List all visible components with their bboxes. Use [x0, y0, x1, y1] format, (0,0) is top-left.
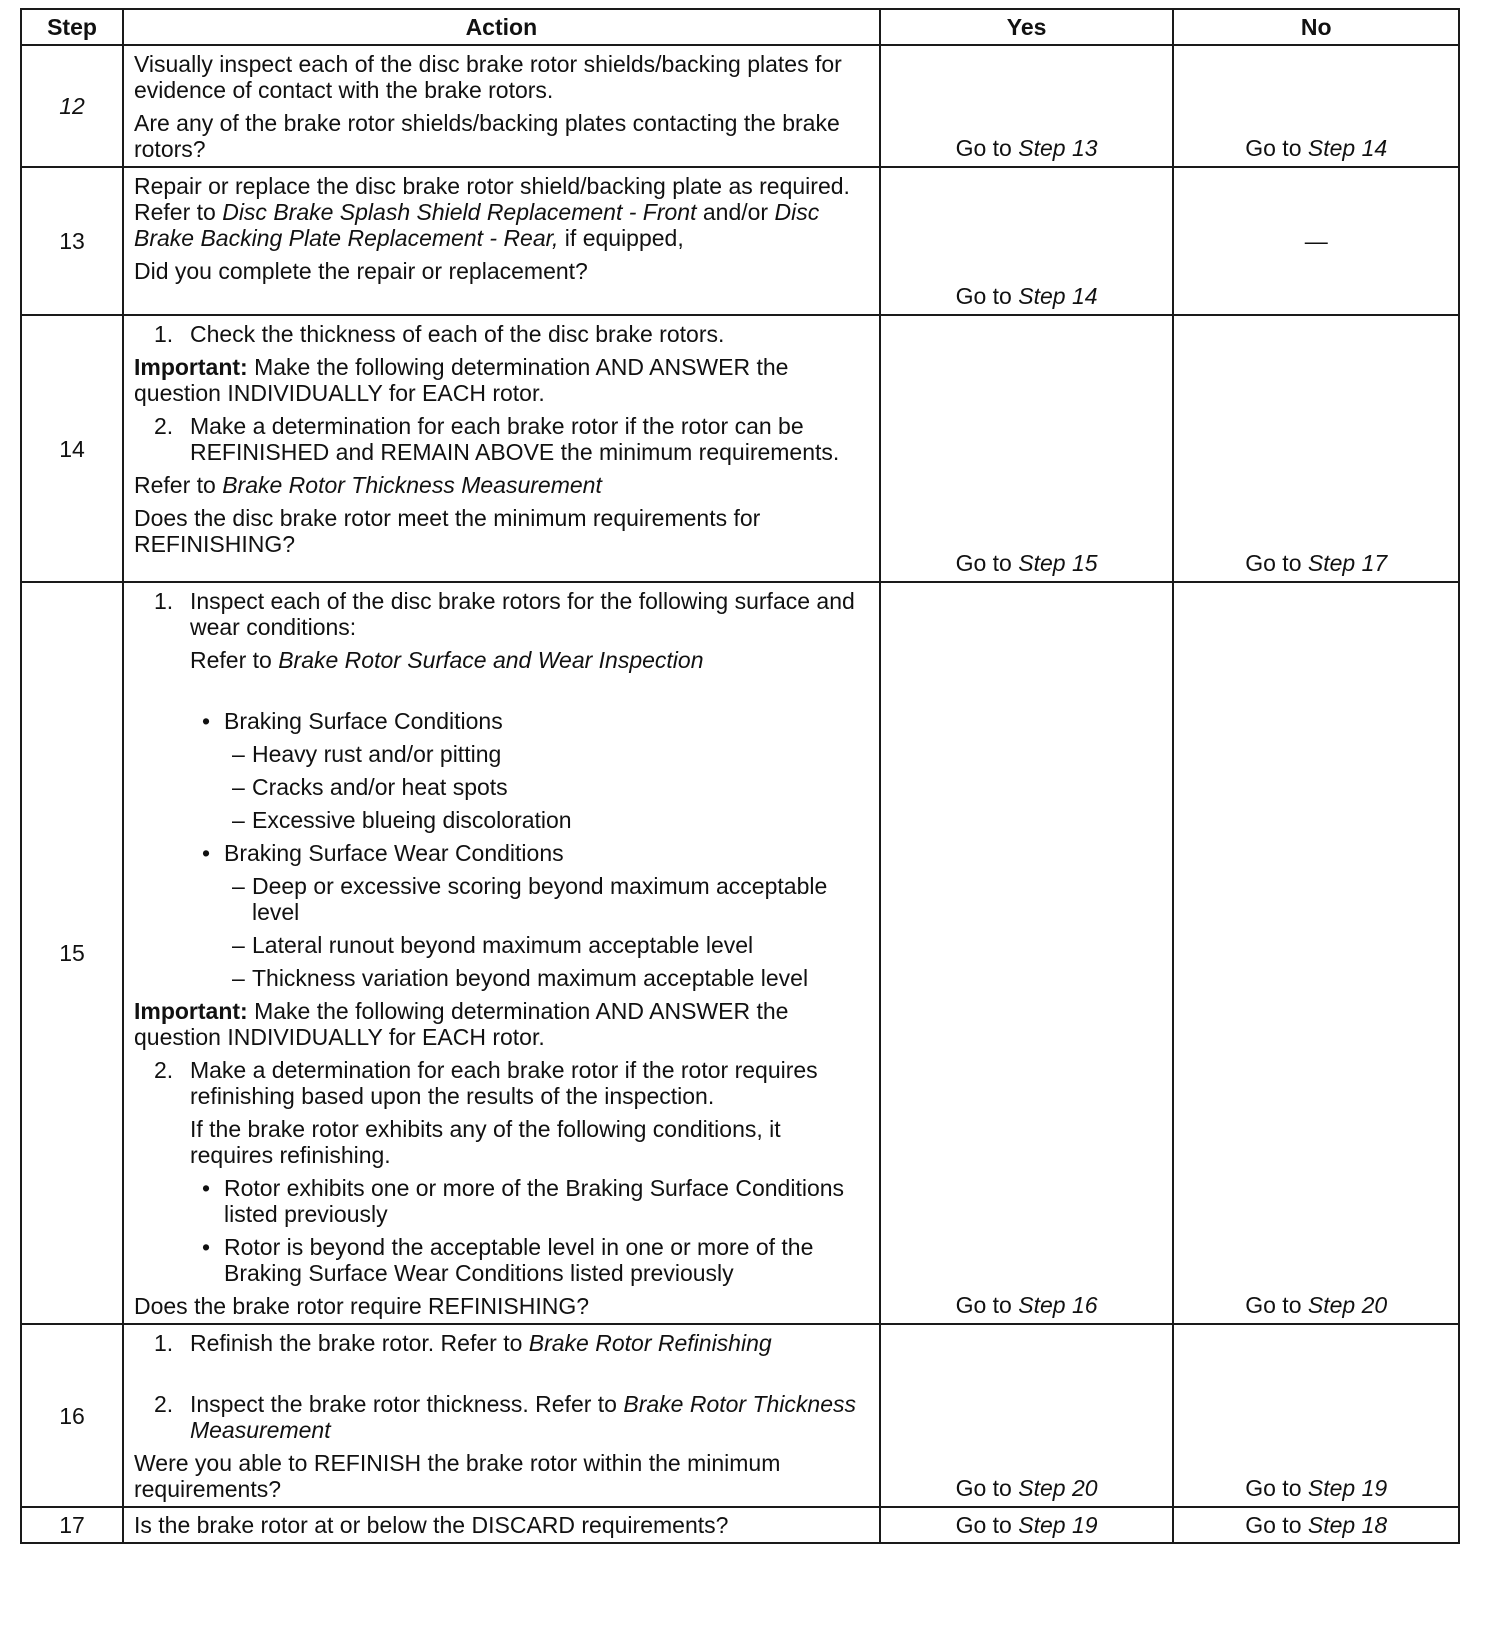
- header-no: No: [1173, 9, 1459, 45]
- goto-label: Go to: [1245, 135, 1308, 161]
- goto-label: Go to: [955, 550, 1019, 576]
- sub-item: [134, 807, 869, 833]
- action-cell: [123, 1507, 880, 1543]
- sub-item: [134, 932, 869, 958]
- action-cell: [123, 315, 880, 582]
- numbered-item: [134, 413, 869, 465]
- goto-label: Go to: [1245, 1292, 1308, 1318]
- action-text: Visually inspect each of the disc brake rotor shields/backing plates for evidence of contact with the brake rotors.: [133, 51, 842, 103]
- goto-label: Go to: [1245, 1475, 1308, 1501]
- yes-step-link[interactable]: Step 16: [1018, 1292, 1098, 1318]
- action-question: Does the disc brake rotor meet the minimum requirements for REFINISHING?: [133, 505, 761, 557]
- spacer: [134, 1363, 869, 1391]
- bullet-glyph: •: [201, 1175, 211, 1201]
- important-text: Make the following determination AND ANSWER the question INDIVIDUALLY for EACH rotor.: [133, 354, 789, 406]
- no-step-link[interactable]: Step 17: [1307, 550, 1388, 576]
- bullet-glyph: •: [201, 840, 211, 866]
- action-text: [134, 173, 869, 251]
- yes-cell: [880, 167, 1174, 315]
- no-cell: [1173, 1324, 1459, 1507]
- dash-glyph: –: [231, 774, 245, 800]
- goto-label: Go to: [1245, 1512, 1308, 1538]
- yes-cell: [880, 315, 1174, 582]
- item-number: 2.: [153, 413, 174, 439]
- action-text-part: if equipped,: [558, 225, 684, 251]
- sub-item: [134, 965, 869, 991]
- no-step-link[interactable]: Step 18: [1307, 1512, 1388, 1538]
- ref-prefix: Refer to: [189, 647, 279, 673]
- dash-glyph: –: [231, 932, 245, 958]
- goto-label: Go to: [955, 1512, 1019, 1538]
- bullet-glyph: •: [201, 1234, 211, 1260]
- yes-step-link[interactable]: Step 13: [1018, 135, 1098, 161]
- reference-line: [134, 472, 869, 498]
- bullet-item: [134, 1234, 869, 1286]
- action-question: Are any of the brake rotor shields/backing plates contacting the brake rotors?: [133, 110, 840, 162]
- yes-cell: [880, 1324, 1174, 1507]
- action-cell: [123, 45, 880, 167]
- important-label: Important:: [133, 998, 248, 1024]
- action-question: Is the brake rotor at or below the DISCARD requirements?: [133, 1512, 729, 1538]
- goto-label: Go to: [1245, 550, 1308, 576]
- action-text-part: Repair or replace the disc brake rotor shield/backing plate as required. Refer to: [133, 173, 850, 225]
- action-question: Did you complete the repair or replacement?: [133, 258, 588, 284]
- no-cell-empty: —: [1173, 167, 1459, 315]
- table-row: [21, 582, 1459, 1324]
- bullet-text: Rotor is beyond the acceptable level in one or more of the Braking Surface Wear Conditions listed previously: [223, 1234, 814, 1286]
- yes-cell: [880, 582, 1174, 1324]
- no-step-link[interactable]: Step 19: [1307, 1475, 1388, 1501]
- header-step: Step: [21, 9, 123, 45]
- step-number: 17: [21, 1507, 123, 1543]
- action-question: Were you able to REFINISH the brake rotor within the minimum requirements?: [133, 1450, 781, 1502]
- numbered-item: [134, 588, 869, 640]
- table-row: [21, 315, 1459, 582]
- sub-item: [134, 873, 869, 925]
- numbered-item: [134, 1330, 869, 1356]
- important-note: [134, 354, 869, 406]
- sub-text: Deep or excessive scoring beyond maximum acceptable level: [251, 873, 828, 925]
- ref-prefix: Refer to: [133, 472, 223, 498]
- goto-label: Go to: [955, 283, 1019, 309]
- header-action: Action: [123, 9, 880, 45]
- item-text-continued: If the brake rotor exhibits any of the following conditions, it requires refinishing.: [189, 1116, 781, 1168]
- bullet-item: [134, 1175, 869, 1227]
- ref-link[interactable]: Brake Rotor Refinishing: [528, 1330, 772, 1356]
- ref-link[interactable]: Brake Rotor Thickness Measurement: [222, 472, 602, 498]
- sub-text: Lateral runout beyond maximum acceptable level: [251, 932, 754, 958]
- diagnostic-table: [20, 8, 1460, 1544]
- reference-line: [134, 647, 869, 673]
- yes-step-link[interactable]: Step 14: [1018, 283, 1098, 309]
- bullet-text: Rotor exhibits one or more of the Braking Surface Conditions listed previously: [223, 1175, 845, 1227]
- item-number: 2.: [153, 1391, 174, 1417]
- bullet-item: [134, 708, 869, 734]
- sub-text: Cracks and/or heat spots: [251, 774, 508, 800]
- bullet-item: [134, 840, 869, 866]
- numbered-item: [134, 1391, 869, 1443]
- sub-text: Heavy rust and/or pitting: [251, 741, 502, 767]
- ref-link[interactable]: Disc Brake Splash Shield Replacement - Front: [222, 199, 697, 225]
- no-cell: [1173, 315, 1459, 582]
- table-row: [21, 45, 1459, 167]
- goto-label: Go to: [955, 1475, 1019, 1501]
- header-row: [21, 9, 1459, 45]
- table-row: [21, 1507, 1459, 1543]
- bullet-glyph: •: [201, 708, 211, 734]
- step-number: 14: [21, 315, 123, 582]
- item-text: Inspect each of the disc brake rotors for the following surface and wear conditions:: [189, 588, 855, 640]
- item-text: Inspect the brake rotor thickness. Refer to: [189, 1391, 624, 1417]
- table-row: [21, 1324, 1459, 1507]
- dash-glyph: –: [231, 741, 245, 767]
- bullet-text: Braking Surface Conditions: [223, 708, 503, 734]
- no-step-link[interactable]: Step 20: [1307, 1292, 1388, 1318]
- item-text: Make a determination for each brake rotor if the rotor requires refinishing based upon the results of the inspection.: [189, 1057, 818, 1109]
- yes-cell: [880, 1507, 1174, 1543]
- dash-glyph: –: [231, 873, 245, 899]
- header-yes: Yes: [880, 9, 1174, 45]
- ref-link[interactable]: Disc Brake Backing Plate Replacement - Rear,: [133, 199, 820, 251]
- item-text: Make a determination for each brake rotor if the rotor can be REFINISHED and REMAIN ABOVE the minimum requirements.: [189, 413, 840, 465]
- action-question: Does the brake rotor require REFINISHING?: [133, 1293, 590, 1319]
- sub-text: Excessive blueing discoloration: [251, 807, 572, 833]
- no-cell: [1173, 45, 1459, 167]
- no-cell: [1173, 582, 1459, 1324]
- spacer: [134, 680, 869, 708]
- action-text-part: and/or: [696, 199, 775, 225]
- yes-step-link[interactable]: Step 19: [1018, 1512, 1098, 1538]
- item-text: Refinish the brake rotor. Refer to: [189, 1330, 529, 1356]
- item-number: 1.: [153, 1330, 174, 1356]
- no-step-link[interactable]: Step 14: [1307, 135, 1388, 161]
- step-number: 13: [21, 167, 123, 315]
- dash-glyph: –: [231, 807, 245, 833]
- important-text: Make the following determination AND ANSWER the question INDIVIDUALLY for EACH rotor.: [133, 998, 789, 1050]
- action-cell: [123, 167, 880, 315]
- step-number: 15: [21, 582, 123, 1324]
- yes-step-link[interactable]: Step 15: [1018, 550, 1098, 576]
- yes-cell: [880, 45, 1174, 167]
- sub-item: [134, 774, 869, 800]
- ref-link[interactable]: Brake Rotor Surface and Wear Inspection: [278, 647, 704, 673]
- yes-step-link[interactable]: Step 20: [1018, 1475, 1098, 1501]
- important-label: Important:: [133, 354, 248, 380]
- step-number: 12: [21, 45, 123, 167]
- sub-text: Thickness variation beyond maximum acceptable level: [251, 965, 809, 991]
- bullet-text: Braking Surface Wear Conditions: [223, 840, 564, 866]
- sub-item: [134, 741, 869, 767]
- item-number: 1.: [153, 321, 174, 347]
- action-cell: [123, 1324, 880, 1507]
- table-row: [21, 167, 1459, 315]
- numbered-item: [134, 321, 869, 347]
- ref-link[interactable]: Brake Rotor Thickness Measurement: [189, 1391, 856, 1443]
- step-number: 16: [21, 1324, 123, 1507]
- item-text: Check the thickness of each of the disc brake rotors.: [189, 321, 725, 347]
- no-cell: [1173, 1507, 1459, 1543]
- goto-label: Go to: [955, 1292, 1019, 1318]
- important-note: [134, 998, 869, 1050]
- numbered-item: [134, 1057, 869, 1109]
- item-number: 2.: [153, 1057, 174, 1083]
- item-number: 1.: [153, 588, 174, 614]
- dash-glyph: –: [231, 965, 245, 991]
- action-cell: [123, 582, 880, 1324]
- goto-label: Go to: [955, 135, 1019, 161]
